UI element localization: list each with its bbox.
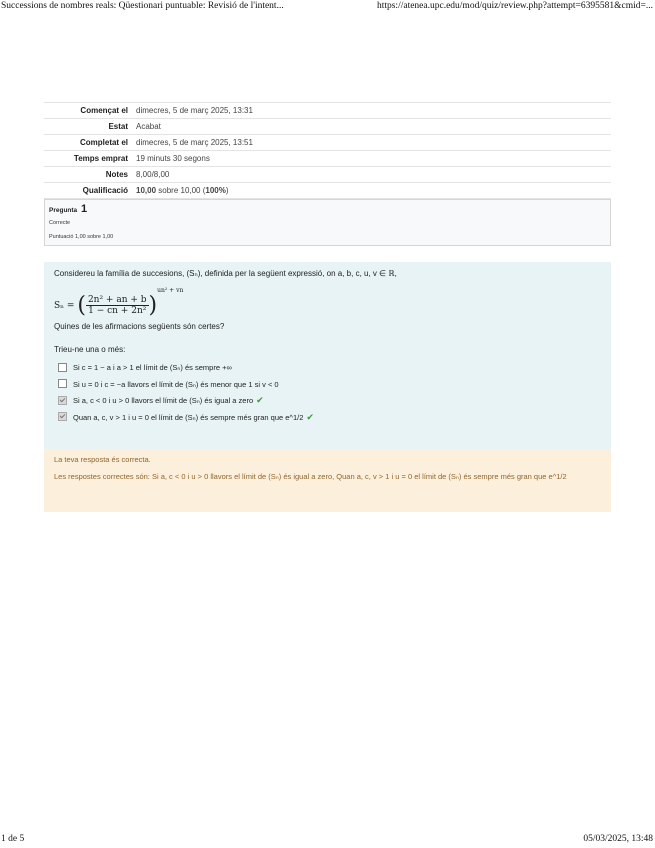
feedback-correct-answers: Les respostes correctes són: Si a, c < 0 i u > 0 llavors el límit de (Sₙ) és igual a zero, Quan a, c, v > 1 i u = 0 el límit de (Sₙ) és sempre més gran que e^1/2 xyxy=(54,472,567,481)
feedback-box xyxy=(44,450,611,512)
answer-options xyxy=(58,362,314,428)
grade-score: 10,00 xyxy=(136,186,157,195)
formula-numerator: 2n² + an + b xyxy=(87,295,147,305)
summary-value: 8,00/8,00 xyxy=(132,167,611,183)
summary-row xyxy=(44,119,611,135)
answer-checkbox[interactable] xyxy=(58,396,67,405)
question-intro: Considereu la família de succesions, (Sₙ), definida per la següent expressió, on a, b, c, u, v ∈ ℝ, xyxy=(54,269,397,278)
print-footer xyxy=(1,834,653,848)
grade-percent: 100% xyxy=(205,186,226,195)
question-info-box xyxy=(44,199,611,246)
print-header-url: https://atenea.upc.edu/mod/quiz/review.php?attempt=6395581&cmid=... xyxy=(376,1,653,11)
formula-exponent: un² + vn xyxy=(157,287,184,294)
summary-value: Acabat xyxy=(132,119,611,135)
print-header xyxy=(1,1,653,15)
summary-row xyxy=(44,183,611,199)
answer-option-1 xyxy=(58,362,314,375)
answer-text: Si c = 1 − a i a > 1 el límit de (Sₙ) és sempre +∞ xyxy=(73,363,232,372)
summary-label: Temps emprat xyxy=(44,151,132,167)
answer-option-3 xyxy=(58,395,314,408)
summary-label: Completat el xyxy=(44,135,132,151)
open-paren: ( xyxy=(77,293,86,318)
answer-checkbox[interactable] xyxy=(58,379,67,388)
summary-value: dimecres, 5 de març 2025, 13:31 xyxy=(132,103,611,119)
summary-label: Qualificació xyxy=(44,183,132,199)
answer-text: Quan a, c, v > 1 i u = 0 el límit de (Sₙ) és sempre més gran que e^1/2 xyxy=(73,412,304,422)
summary-label: Començat el xyxy=(44,103,132,119)
summary-label: Notes xyxy=(44,167,132,183)
summary-row xyxy=(44,103,611,119)
select-instruction: Trieu-ne una o més: xyxy=(54,345,126,354)
question-formula xyxy=(54,287,183,318)
feedback-result: La teva resposta és correcta. xyxy=(54,455,151,464)
correct-check-icon: ✔ xyxy=(306,411,314,422)
question-label: Pregunta xyxy=(49,207,78,214)
question-prompt: Quines de les afirmacions següents són certes? xyxy=(54,322,225,331)
page-number: 1 de 5 xyxy=(1,834,25,844)
close-paren: ) xyxy=(148,293,158,318)
grade-end: ) xyxy=(225,186,229,195)
formula-lhs: Sₙ = xyxy=(54,301,75,311)
attempt-summary-table xyxy=(44,102,611,199)
answer-text: Si a, c < 0 i u > 0 llavors el límit de (Sₙ) és igual a zero xyxy=(73,396,254,405)
answer-checkbox[interactable] xyxy=(58,412,67,421)
summary-row xyxy=(44,167,611,183)
answer-option-4 xyxy=(58,412,314,425)
summary-value xyxy=(132,183,611,199)
print-datetime: 05/03/2025, 13:48 xyxy=(583,834,653,844)
summary-label: Estat xyxy=(44,119,132,135)
correct-check-icon: ✔ xyxy=(256,395,264,405)
grade-mid: sobre 10,00 ( xyxy=(156,186,206,195)
answer-text: Si u = 0 i c = −a llavors el límit de (Sₙ) és menor que 1 si v < 0 xyxy=(73,379,279,389)
summary-row xyxy=(44,151,611,167)
formula-denominator: 1 − cn + 2n² xyxy=(88,306,147,316)
answer-checkbox[interactable] xyxy=(58,363,67,372)
answer-option-2 xyxy=(58,379,314,392)
question-number xyxy=(49,203,87,215)
print-header-title: Successions de nombres reals: Qüestionari puntuable: Revisió de l'intent... xyxy=(1,1,284,11)
summary-value: 19 minuts 30 segons xyxy=(132,151,611,167)
question-number-value: 1 xyxy=(80,203,88,215)
question-state: Correcte xyxy=(49,220,71,226)
summary-row xyxy=(44,135,611,151)
formula-fraction xyxy=(86,295,149,316)
summary-value: dimecres, 5 de març 2025, 13:51 xyxy=(132,135,611,151)
question-grade: Puntuació 1,00 sobre 1,00 xyxy=(49,234,114,240)
